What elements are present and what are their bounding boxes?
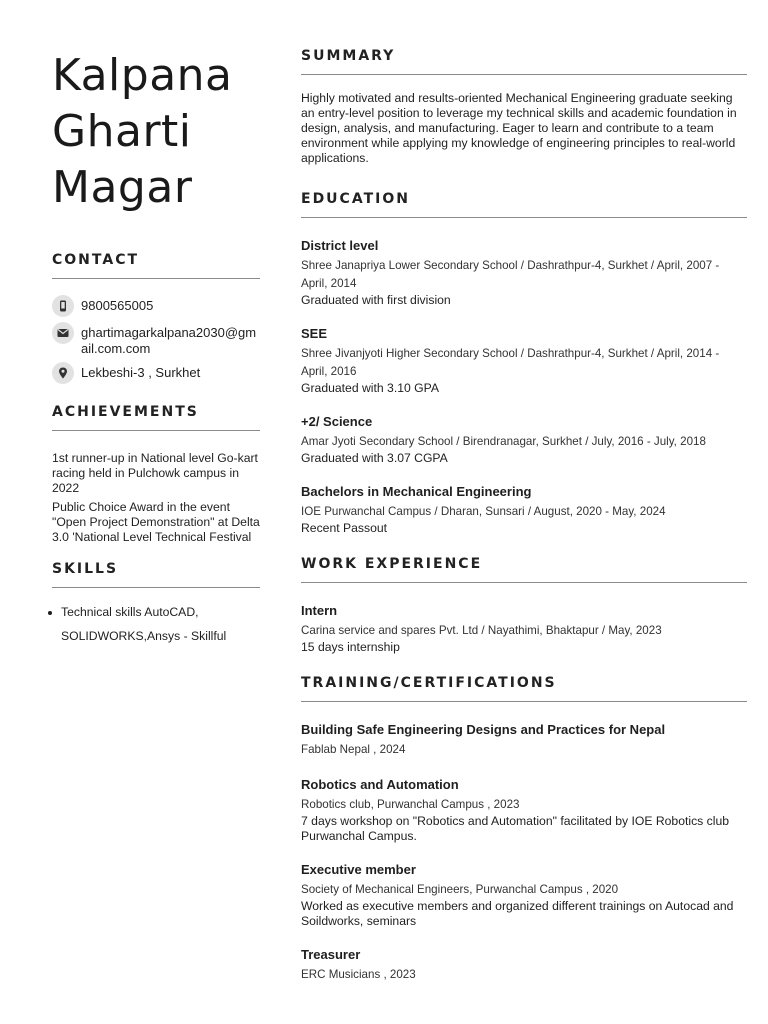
achievement-item: 1st runner-up in National level Go-kart racing held in Pulchowk campus in 2022: [52, 451, 258, 495]
training-entry: [301, 947, 747, 984]
entry-desc: Recent Passout: [301, 521, 388, 535]
work-heading: WORK EXPERIENCE: [301, 556, 747, 583]
entry-desc: 7 days workshop on "Robotics and Automation" facilitated by IOE Robotics club Purwanchal Campus.: [301, 814, 729, 843]
entry-meta: Society of Mechanical Engineers, Purwanchal Campus , 2020: [301, 883, 619, 896]
entry-meta: ERC Musicians , 2023: [301, 968, 416, 981]
location-pin-icon: [52, 362, 74, 384]
achievements-heading: ACHIEVEMENTS: [52, 404, 260, 431]
achievement-item: Public Choice Award in the event "Open Project Demonstration" at Delta 3.0 'National Level Technical Festival: [52, 500, 260, 544]
entry-title: Executive member: [301, 862, 416, 877]
contact-section: [52, 252, 260, 384]
entry-desc: Worked as executive members and organized different trainings on Autocad and Soildworks, seminars: [301, 899, 734, 928]
contact-heading: CONTACT: [52, 252, 260, 279]
entry-desc: 15 days internship: [301, 640, 400, 654]
location-text: Lekbeshi-3 , Surkhet: [81, 365, 201, 380]
candidate-name: [52, 48, 260, 216]
name-middle: Gharti: [52, 106, 192, 157]
phone-number[interactable]: 9800565005: [81, 298, 154, 313]
training-heading: TRAINING/CERTIFICATIONS: [301, 675, 747, 702]
skills-section: [52, 561, 260, 648]
entry-meta: Robotics club, Purwanchal Campus , 2023: [301, 798, 520, 811]
achievements-section: [52, 404, 260, 545]
entry-desc: Graduated with 3.10 GPA: [301, 381, 439, 395]
entry-meta: IOE Purwanchal Campus / Dharan, Sunsari / August, 2020 - May, 2024: [301, 505, 666, 518]
entry-title: District level: [301, 238, 379, 253]
entry-desc: Graduated with 3.07 CGPA: [301, 451, 448, 465]
work-section: [301, 556, 747, 655]
contact-phone: [52, 295, 260, 317]
summary-section: [301, 48, 747, 166]
entry-meta: Shree Jivanjyoti Higher Secondary School / Dashrathpur-4, Surkhet / April, 2014 - April, 2016: [301, 347, 720, 378]
contact-email: [52, 322, 260, 357]
work-entry: [301, 603, 747, 655]
entry-title: Bachelors in Mechanical Engineering: [301, 484, 532, 499]
name-last: Magar: [52, 162, 193, 213]
bullet-icon: [48, 611, 52, 615]
skill-item: [52, 600, 260, 648]
phone-icon: [52, 295, 74, 317]
training-section: [301, 675, 747, 984]
summary-heading: SUMMARY: [301, 48, 747, 75]
education-entry: [301, 414, 747, 466]
entry-title: SEE: [301, 326, 328, 341]
name-first: Kalpana: [52, 50, 233, 101]
entry-meta: Carina service and spares Pvt. Ltd / Nayathimi, Bhaktapur / May, 2023: [301, 624, 662, 637]
entry-meta: Shree Janapriya Lower Secondary School / Dashrathpur-4, Surkhet / April, 2007 - April, 2014: [301, 259, 720, 290]
training-entry: [301, 862, 747, 929]
summary-text: Highly motivated and results-oriented Mechanical Engineering graduate seeking an entry-level position to leverage my technical skills and academic foundation in design, analysis, and manufacturing. Eager to learn and contribute to a team environment while applying my knowledge of engineering principles to real-world applications.: [301, 91, 737, 165]
entry-desc: Graduated with first division: [301, 293, 451, 307]
entry-title: +2/ Science: [301, 414, 373, 429]
entry-title: Building Safe Engineering Designs and Practices for Nepal: [301, 722, 666, 737]
education-section: [301, 191, 747, 536]
right-column: [301, 48, 747, 984]
left-column: [52, 48, 260, 648]
contact-location: [52, 362, 260, 384]
training-entry: [301, 777, 747, 844]
training-entry: [301, 722, 747, 759]
education-heading: EDUCATION: [301, 191, 747, 218]
education-entry: [301, 238, 747, 308]
entry-meta: Amar Jyoti Secondary School / Birendranagar, Surkhet / July, 2016 - July, 2018: [301, 435, 706, 448]
education-entry: [301, 484, 747, 536]
entry-title: Intern: [301, 603, 338, 618]
envelope-icon: [52, 322, 74, 344]
entry-title: Robotics and Automation: [301, 777, 459, 792]
entry-title: Treasurer: [301, 947, 361, 962]
education-entry: [301, 326, 747, 396]
email-address[interactable]: ghartimagarkalpana2030@gmail.com.com: [81, 325, 257, 356]
skill-text: Technical skills AutoCAD, SOLIDWORKS,Ansys - Skillful: [61, 605, 227, 643]
skills-heading: SKILLS: [52, 561, 260, 588]
entry-meta: Fablab Nepal , 2024: [301, 743, 406, 756]
